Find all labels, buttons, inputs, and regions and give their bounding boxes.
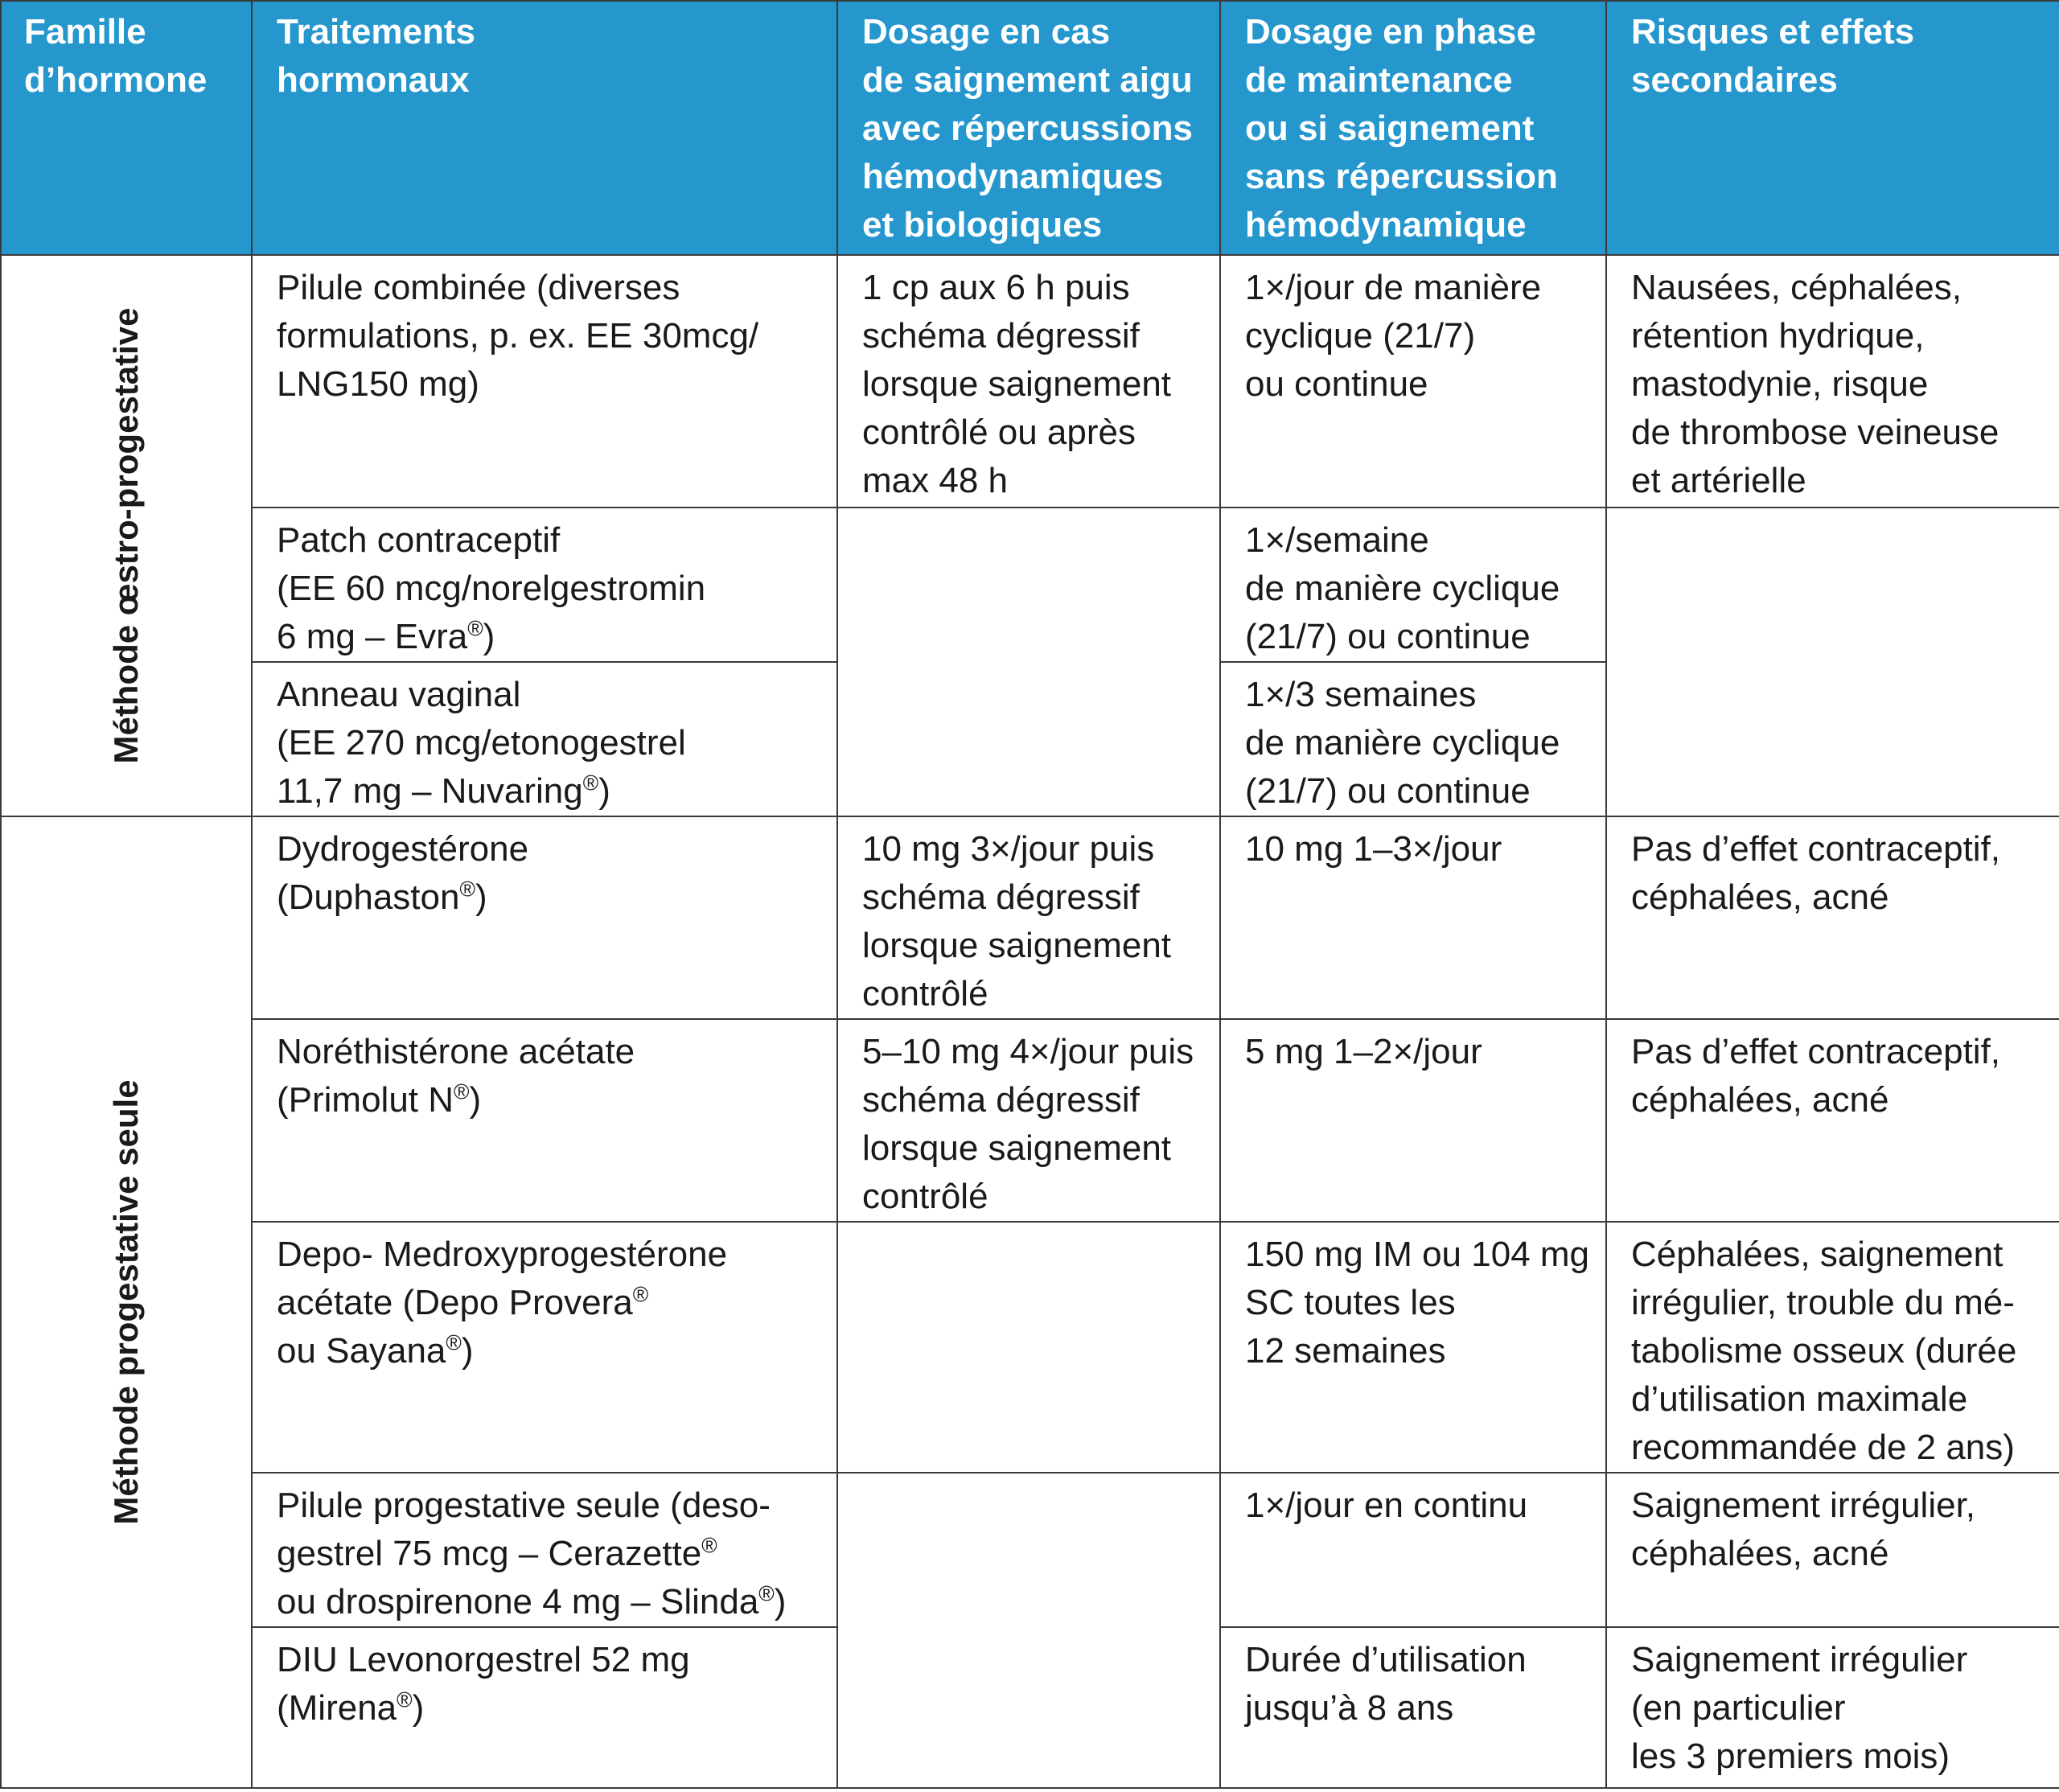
acute-dosage-cell-empty — [837, 508, 1220, 816]
treatment-cell: Depo- Medroxyprogestérone acétate (Depo Provera® ou Sayana®) — [252, 1222, 837, 1473]
risks-cell: Pas d’effet contraceptif, céphalées, acné — [1606, 816, 2059, 1019]
family-progestative-only — [1, 816, 252, 1788]
risks-cell: Saignement irrégulier (en particulier les 3 premiers mois) — [1606, 1627, 2059, 1788]
risks-cell: Céphalées, saignement irrégulier, trouble du mé- tabolisme osseux (durée d’utilisation maximale recommandée de 2 ans) — [1606, 1222, 2059, 1473]
table-row — [1, 1473, 2059, 1627]
header-acute-dosage: Dosage en cas de saignement aigu avec répercussions hémodynamiques et biologiques — [837, 1, 1220, 255]
maintenance-dosage-cell: 1×/semaine de manière cyclique (21/7) ou continue — [1220, 508, 1606, 662]
maintenance-dosage-cell: 1×/jour en continu — [1220, 1473, 1606, 1627]
table-row — [1, 816, 2059, 1019]
treatment-cell: Anneau vaginal (EE 270 mcg/etonogestrel 11,7 mg – Nuvaring®) — [252, 662, 837, 816]
header-row — [1, 1, 2059, 255]
treatment-cell: Pilule progestative seule (deso- gestrel 75 mcg – Cerazette® ou drospirenone 4 mg – Slinda®) — [252, 1473, 837, 1627]
maintenance-dosage-cell: 150 mg IM ou 104 mg SC toutes les 12 semaines — [1220, 1222, 1606, 1473]
header-family: Famille d’hormone — [1, 1, 252, 255]
table-row — [1, 508, 2059, 662]
maintenance-dosage-cell: 10 mg 1–3×/jour — [1220, 816, 1606, 1019]
family-label: Méthode progestative seule — [107, 1079, 145, 1525]
maintenance-dosage-cell: 5 mg 1–2×/jour — [1220, 1019, 1606, 1222]
family-label: Méthode œstro-progestative — [107, 307, 145, 764]
header-maintenance-dosage: Dosage en phase de maintenance ou si saignement sans répercussion hémodynamique — [1220, 1, 1606, 255]
acute-dosage-cell-empty — [837, 1222, 1220, 1473]
treatment-cell: Dydrogestérone (Duphaston®) — [252, 816, 837, 1019]
table-row — [1, 1019, 2059, 1222]
acute-dosage-cell: 10 mg 3×/jour puis schéma dégressif lorsque saignement contrôlé — [837, 816, 1220, 1019]
maintenance-dosage-cell: Durée d’utilisation jusqu’à 8 ans — [1220, 1627, 1606, 1788]
treatment-cell: Noréthistérone acétate (Primolut N®) — [252, 1019, 837, 1222]
acute-dosage-cell: 1 cp aux 6 h puis schéma dégressif lorsque saignement contrôlé ou après max 48 h — [837, 255, 1220, 508]
acute-dosage-cell-empty — [837, 1473, 1220, 1788]
risks-cell-empty — [1606, 508, 2059, 816]
maintenance-dosage-cell: 1×/3 semaines de manière cyclique (21/7) ou continue — [1220, 662, 1606, 816]
treatment-cell: DIU Levonorgestrel 52 mg (Mirena®) — [252, 1627, 837, 1788]
treatment-cell: Patch contraceptif (EE 60 mcg/norelgestromin 6 mg – Evra®) — [252, 508, 837, 662]
header-treatments: Traitements hormonaux — [252, 1, 837, 255]
family-estro-progestative — [1, 255, 252, 816]
acute-dosage-cell: 5–10 mg 4×/jour puis schéma dégressif lorsque saignement contrôlé — [837, 1019, 1220, 1222]
treatment-cell: Pilule combinée (diverses formulations, p. ex. EE 30mcg/ LNG150 mg) — [252, 255, 837, 508]
table-row — [1, 255, 2059, 508]
risks-cell: Nausées, céphalées, rétention hydrique, mastodynie, risque de thrombose veineuse et artérielle — [1606, 255, 2059, 508]
header-risks: Risques et effets secondaires — [1606, 1, 2059, 255]
maintenance-dosage-cell: 1×/jour de manière cyclique (21/7) ou continue — [1220, 255, 1606, 508]
risks-cell: Saignement irrégulier, céphalées, acné — [1606, 1473, 2059, 1627]
table-row — [1, 1222, 2059, 1473]
risks-cell: Pas d’effet contraceptif, céphalées, acné — [1606, 1019, 2059, 1222]
